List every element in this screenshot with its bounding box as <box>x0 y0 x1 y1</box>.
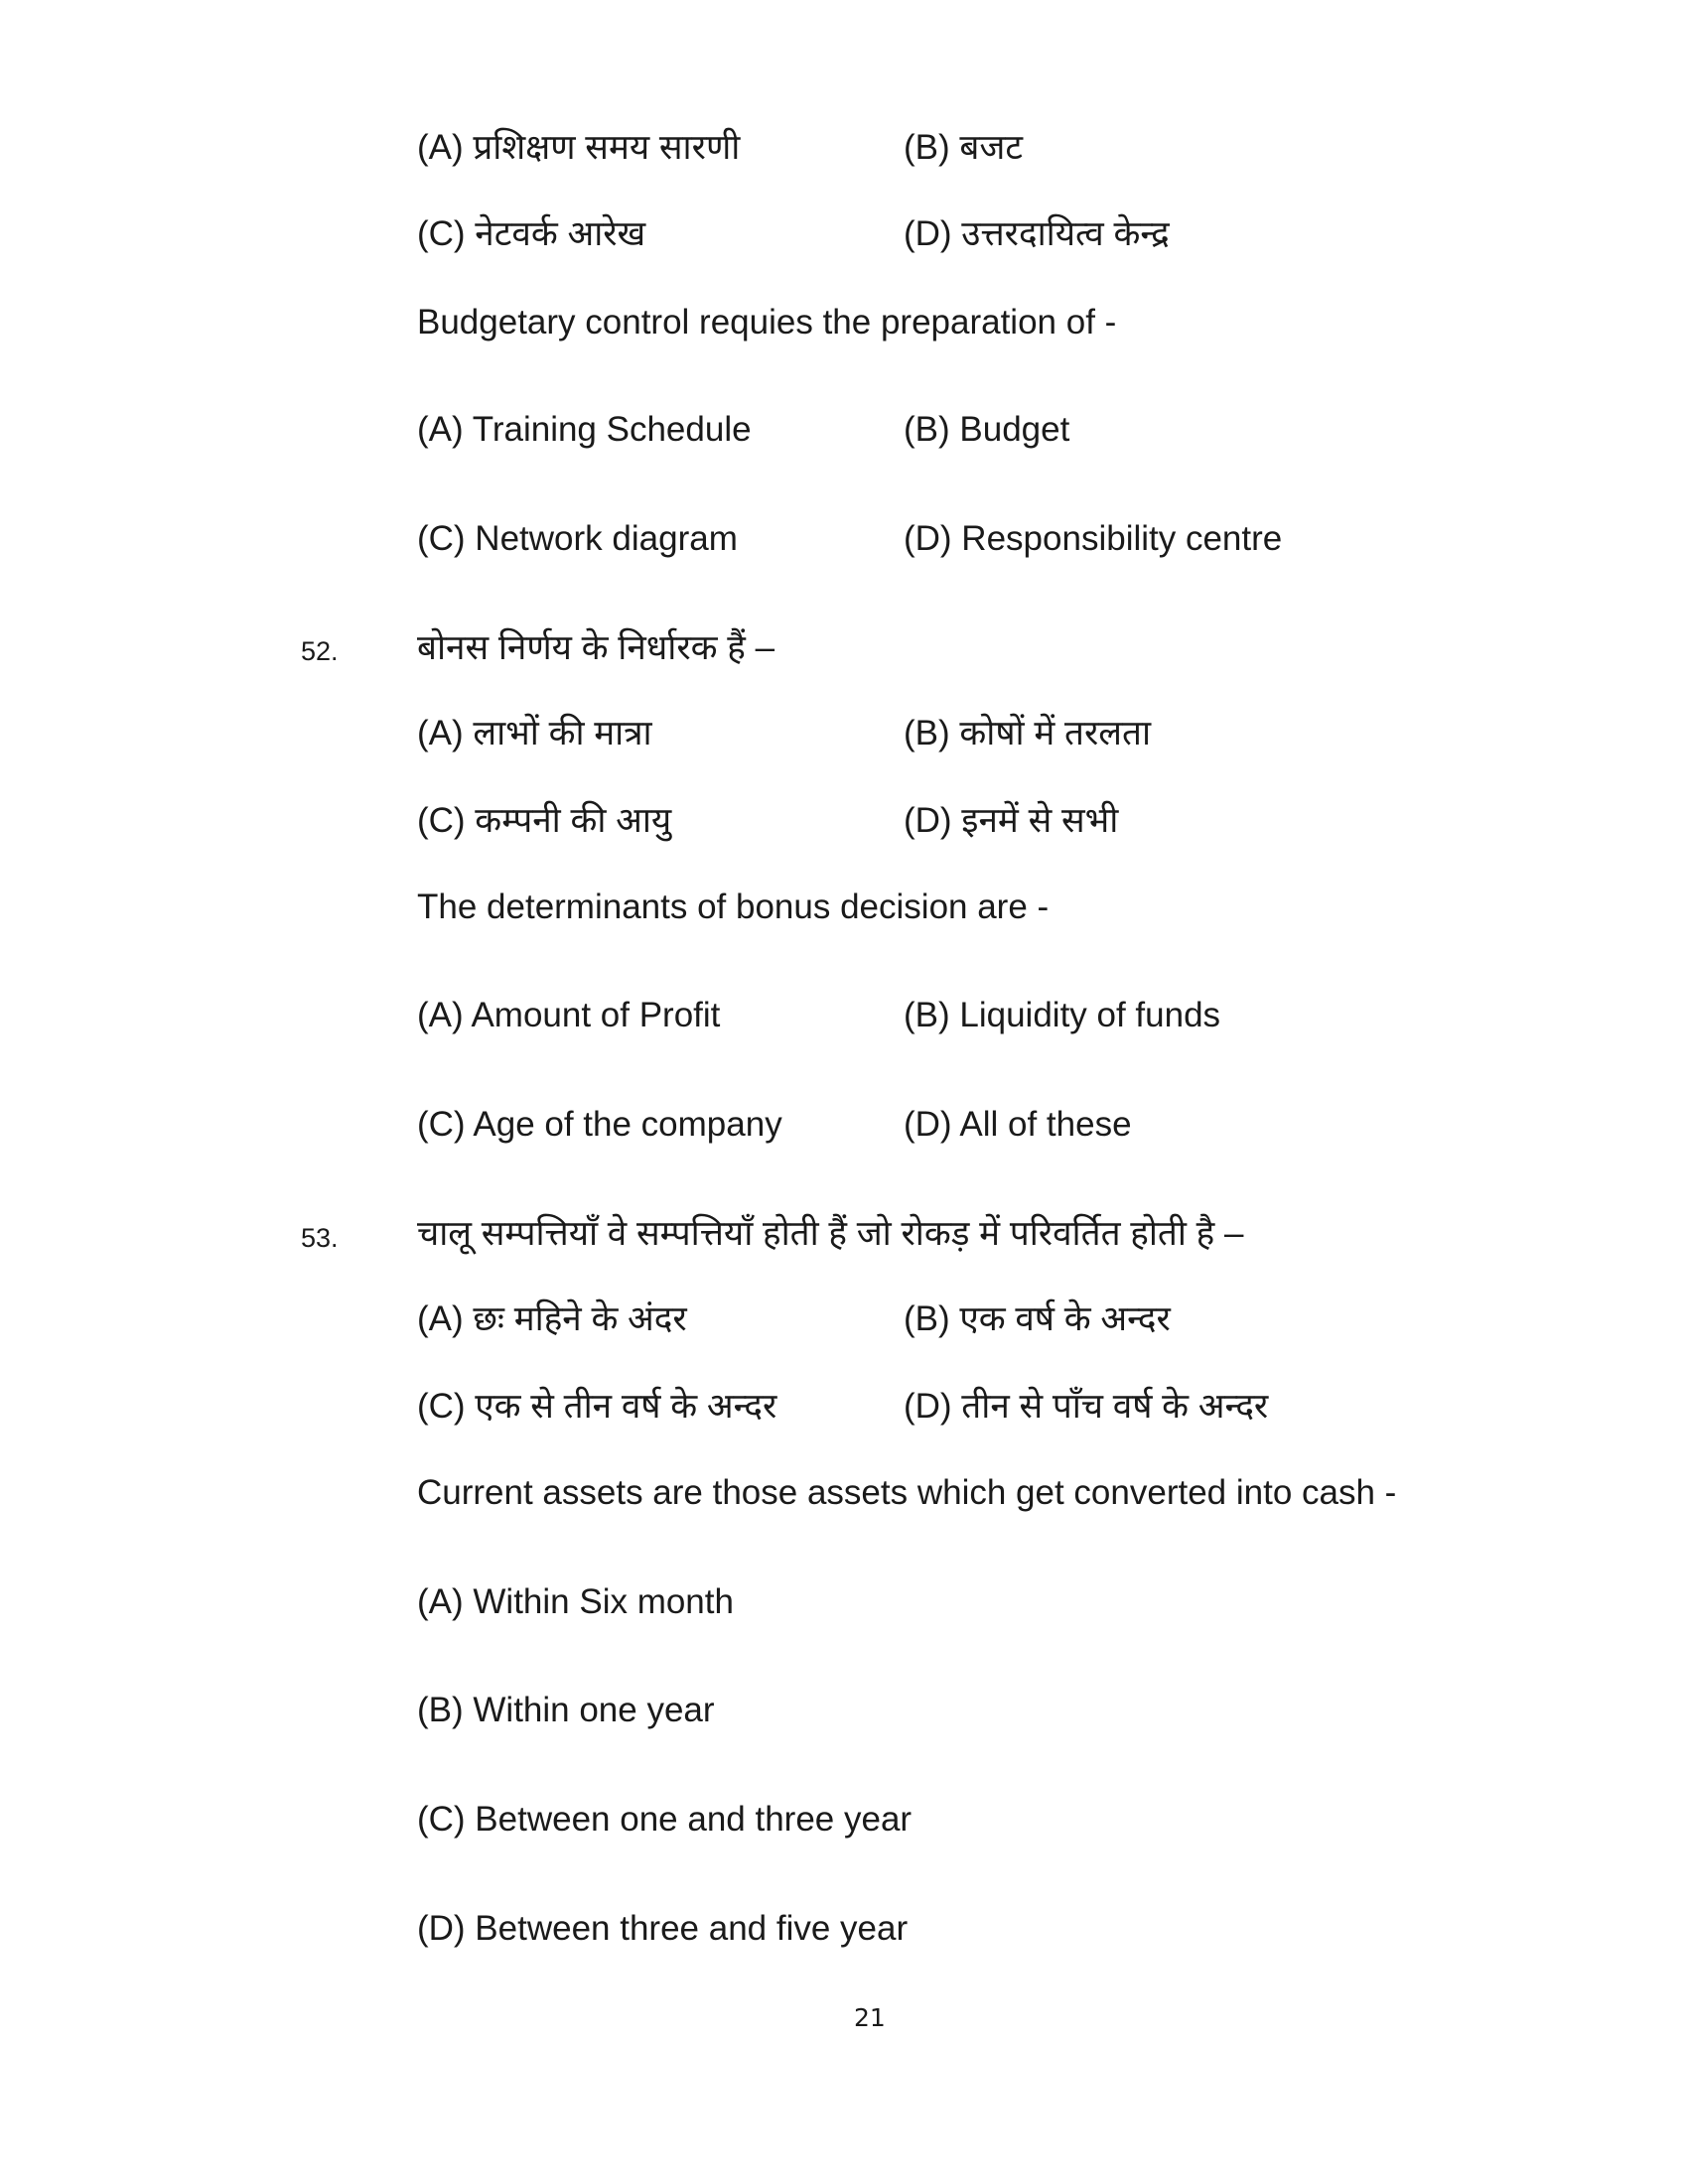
q53-en-option-b: (B) Within one year <box>417 1691 715 1729</box>
q51-en-question: Budgetary control requies the preparation of - <box>417 303 1117 341</box>
q51-en-option-a: (A) Training Schedule <box>417 410 752 449</box>
q53-en-option-d: (D) Between three and five year <box>417 1909 909 1948</box>
q53-hi-option-a: (A) छः महिने के अंदर <box>417 1299 687 1338</box>
q53-en-option-a: (A) Within Six month <box>417 1582 734 1621</box>
q51-hi-option-a: (A) प्रशिक्षण समय सारणी <box>417 128 741 167</box>
q53-hi-option-b: (B) एक वर्ष के अन्दर <box>904 1299 1171 1338</box>
q53-hi-question: चालू सम्पत्तियाँ वे सम्पत्तियाँ होती हैं जो रोकड़ में परिवर्तित होती है – <box>417 1214 1244 1253</box>
q52-hi-option-c: (C) कम्पनी की आयु <box>417 801 672 840</box>
q52-en-question: The determinants of bonus decision are - <box>417 887 1050 926</box>
q53-hi-option-c: (C) एक से तीन वर्ष के अन्दर <box>417 1387 777 1426</box>
q52-en-option-b: (B) Liquidity of funds <box>904 996 1221 1034</box>
q52-en-option-a: (A) Amount of Profit <box>417 996 721 1034</box>
q52-en-option-d: (D) All of these <box>904 1105 1132 1144</box>
q53-number: 53. <box>301 1223 339 1253</box>
q52-hi-option-a: (A) लाभों की मात्रा <box>417 714 652 752</box>
q53-en-question: Current assets are those assets which get converted into cash - <box>417 1473 1397 1512</box>
q51-hi-option-c: (C) नेटवर्क आरेख <box>417 214 646 253</box>
page-number: 21 <box>854 2003 886 2032</box>
q52-hi-option-d: (D) इनमें से सभी <box>904 801 1119 840</box>
q51-en-option-b: (B) Budget <box>904 410 1070 449</box>
q51-en-option-c: (C) Network diagram <box>417 519 738 558</box>
q52-number: 52. <box>301 636 339 666</box>
q52-hi-option-b: (B) कोषों में तरलता <box>904 714 1152 752</box>
q53-en-option-c: (C) Between one and three year <box>417 1800 913 1839</box>
q53-hi-option-d: (D) तीन से पाँच वर्ष के अन्दर <box>904 1387 1269 1426</box>
q52-en-option-c: (C) Age of the company <box>417 1105 782 1144</box>
q51-hi-option-b: (B) बजट <box>904 128 1023 167</box>
q52-hi-question: बोनस निर्णय के निर्धारक हैं – <box>417 628 775 667</box>
q51-hi-option-d: (D) उत्तरदायित्व केन्द्र <box>904 214 1170 253</box>
q51-en-option-d: (D) Responsibility centre <box>904 519 1283 558</box>
